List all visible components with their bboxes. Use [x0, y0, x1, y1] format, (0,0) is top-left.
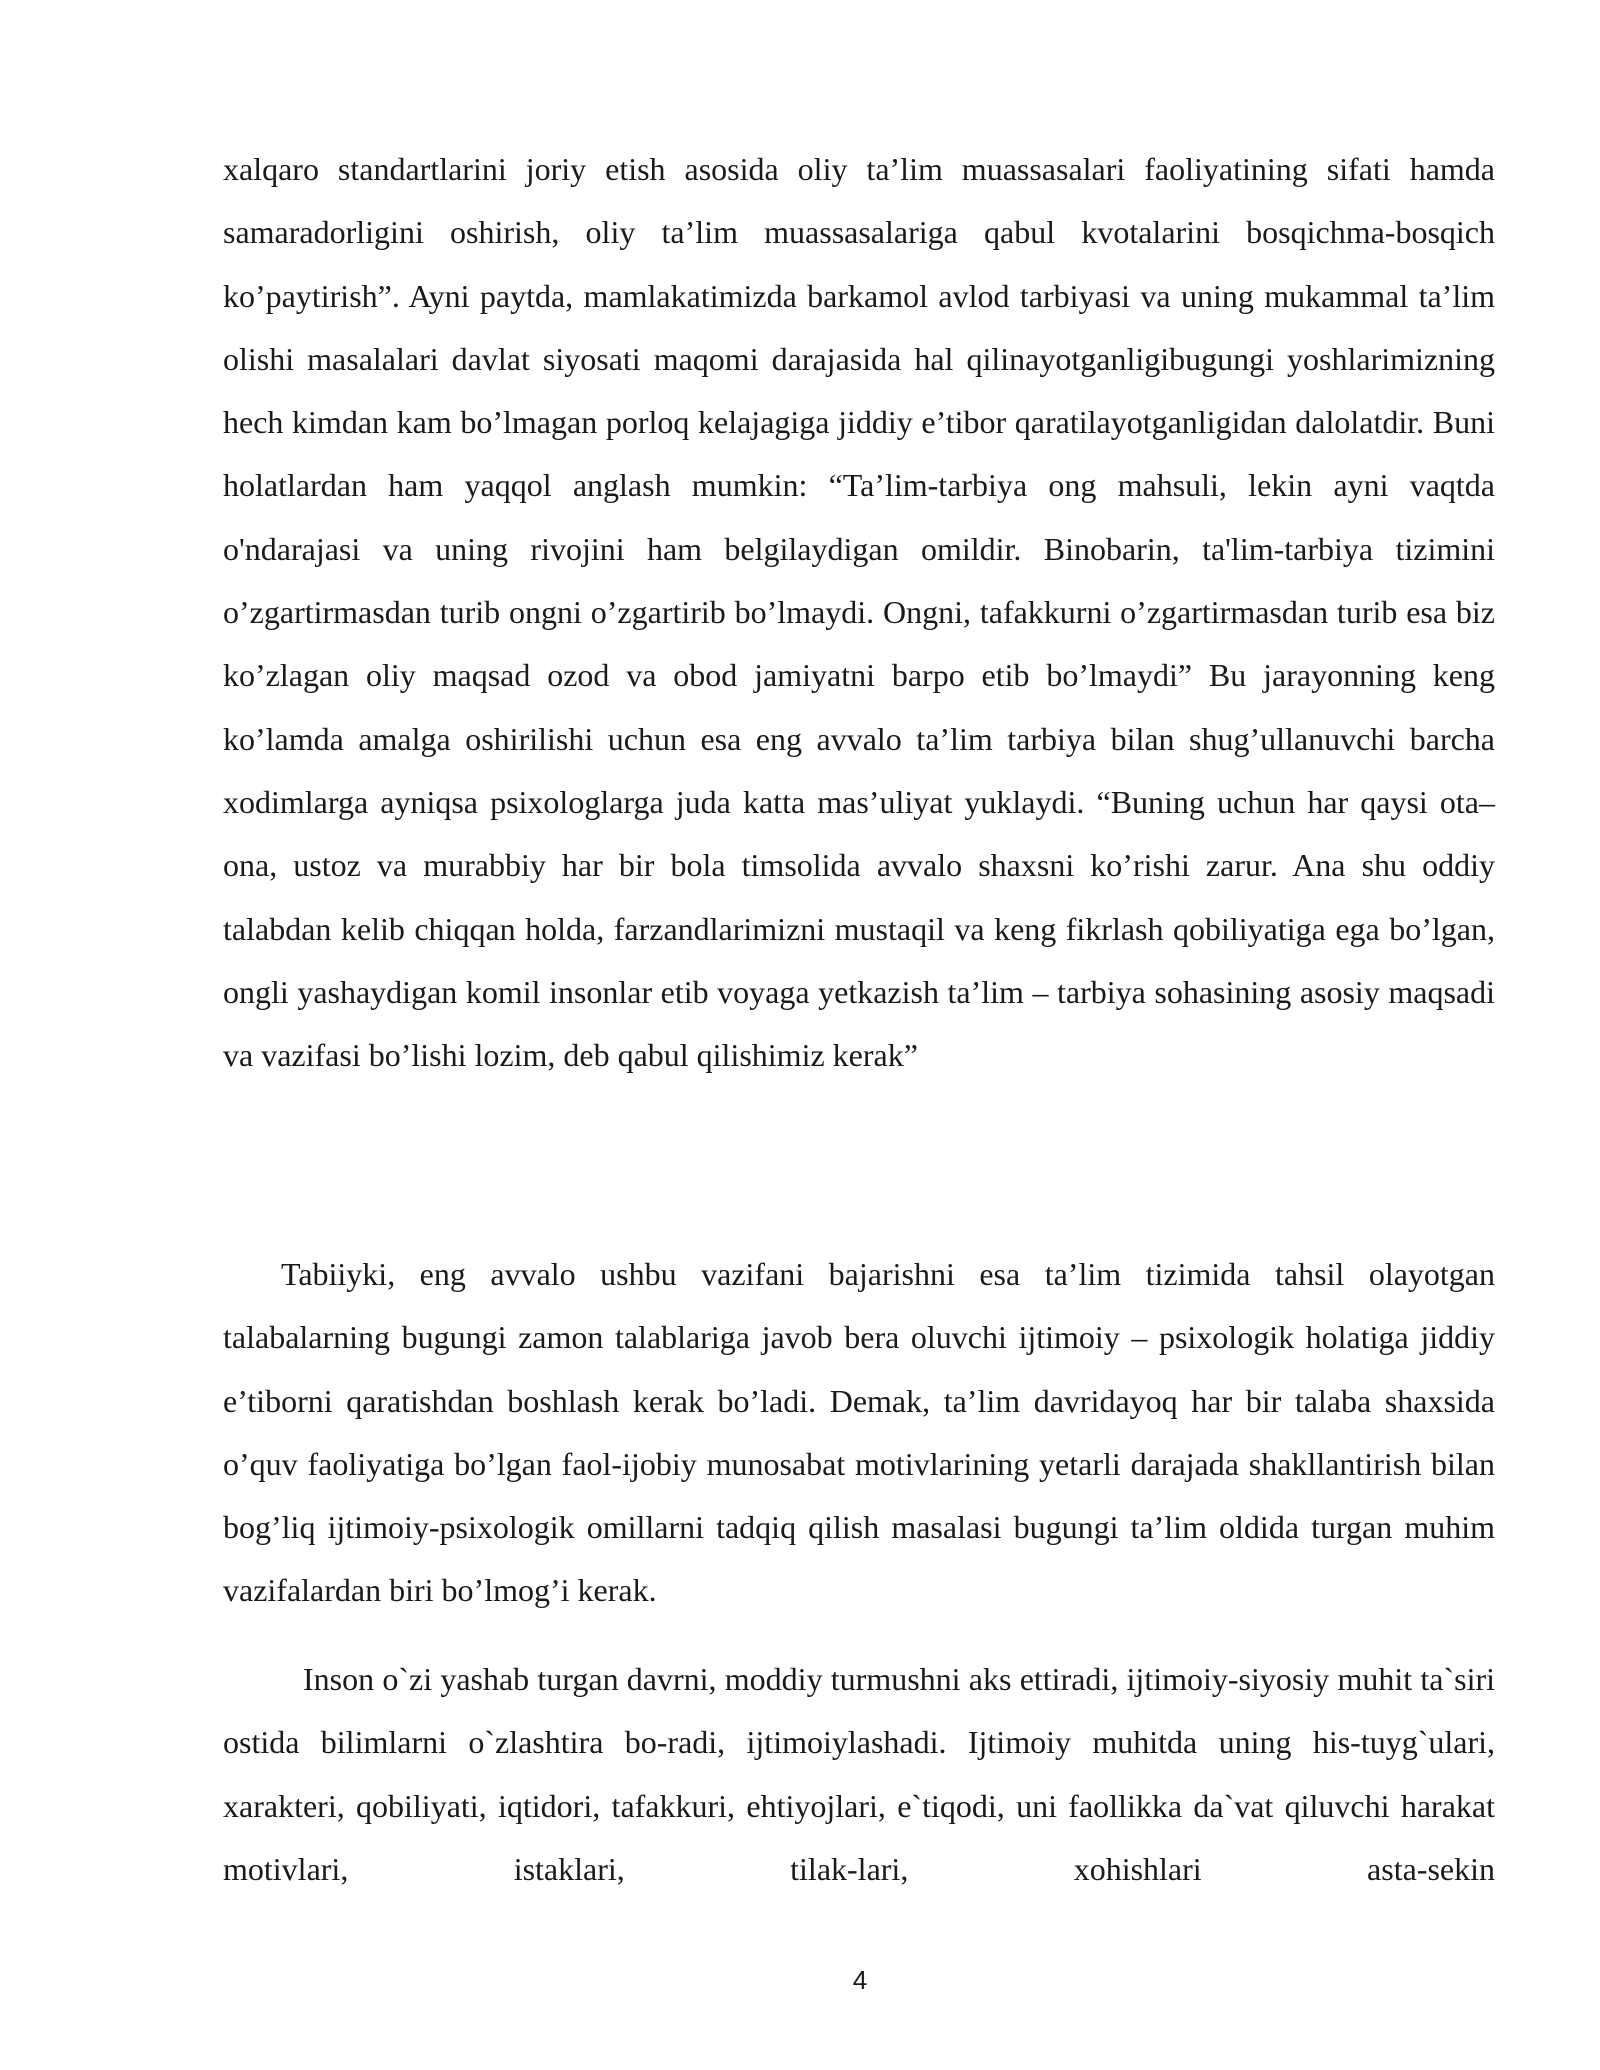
paragraph-2: Tabiiyki, eng avvalo ushbu vazifani bajarishni esa ta’lim tizimida tahsil olayotgan talabalarning bugungi zamon talablariga javob bera oluvchi ijtimoiy – psixologik holatiga jiddiy e’tiborni qaratishdan boshlash kerak bo’ladi. Demak, ta’lim davridayoq har bir talaba shaxsida o’quv faoliyatiga bo’lgan faol-ijobiy munosabat motivlarining yetarli darajada shakllantirish bilan bog’liq ijtimoiy-psixologik omillarni tadqiq qilish masalasi bugungi ta’lim oldida turgan muhim vazifalardan biri bo’lmog’i kerak.	[223, 1256, 1495, 1609]
paragraph-3: Inson o`zi yashab turgan davrni, moddiy turmushni aks ettiradi, ijtimoiy-siyosiy muhit ta`siri ostida bilimlarni o`zlashtira bo-radi, ijtimoiylashadi. Ijtimoiy muhitda uning his-tuyg`ulari, xarakteri, qobiliyati, iqtidori, tafakkuri, ehtiyojlari, e`tiqodi, uni faollikka da`vat qiluvchi harakat motivlari, istaklari, tilak-lari, xohishlari asta-sekin	[223, 1661, 1495, 1887]
paragraph-1: xalqaro standartlarini joriy etish asosida oliy ta’lim muassasalari faoliyatining sifati hamda samaradorligini oshirish, oliy ta’lim muassasalariga qabul kvotalarini bosqichma-bosqich ko’paytirish”. Ayni paytda, mamlakatimizda barkamol avlod tarbiyasi va uning mukammal ta’lim olishi masalalari davlat siyosati maqomi darajasida hal qilinayotganligibugungi yoshlarimizning hech kimdan kam bo’lmagan porloq kelajagiga jiddiy e’tibor qaratilayotganligidan dalolatdir. Buni holatlardan ham yaqqol anglash mumkin: “Ta’lim-tarbiya ong mahsuli, lekin ayni vaqtda o'ndarajasi va uning rivojini ham belgilaydigan omildir. Binobarin, ta'lim-tarbiya tizimini o’zgartirmasdan turib ongni o’zgartirib bo’lmaydi. Ongni, tafakkurni o’zgartirmasdan turib esa biz ko’zlagan oliy maqsad ozod va obod jamiyatni barpo etib bo’lmaydi” Bu jarayonning keng ko’lamda amalga oshirilishi uchun esa eng avvalo ta’lim tarbiya bilan shug’ullanuvchi barcha xodimlarga ayniqsa psixologlarga juda katta mas’uliyat yuklaydi. “Buning uchun har qaysi ota–ona, ustoz va murabbiy har bir bola timsolida avvalo shaxsni ko’rishi zarur. Ana shu oddiy talabdan kelib chiqqan holda, farzandlarimizni mustaqil va keng fikrlash qobiliyatiga ega bo’lgan, ongli yashaydigan komil insonlar etib voyaga yetkazish ta’lim – tarbiya sohasining asosiy maqsadi va vazifasi bo’lishi lozim, deb qabul qilishimiz kerak”	[223, 151, 1495, 1074]
page-number: 4	[852, 1965, 868, 1995]
